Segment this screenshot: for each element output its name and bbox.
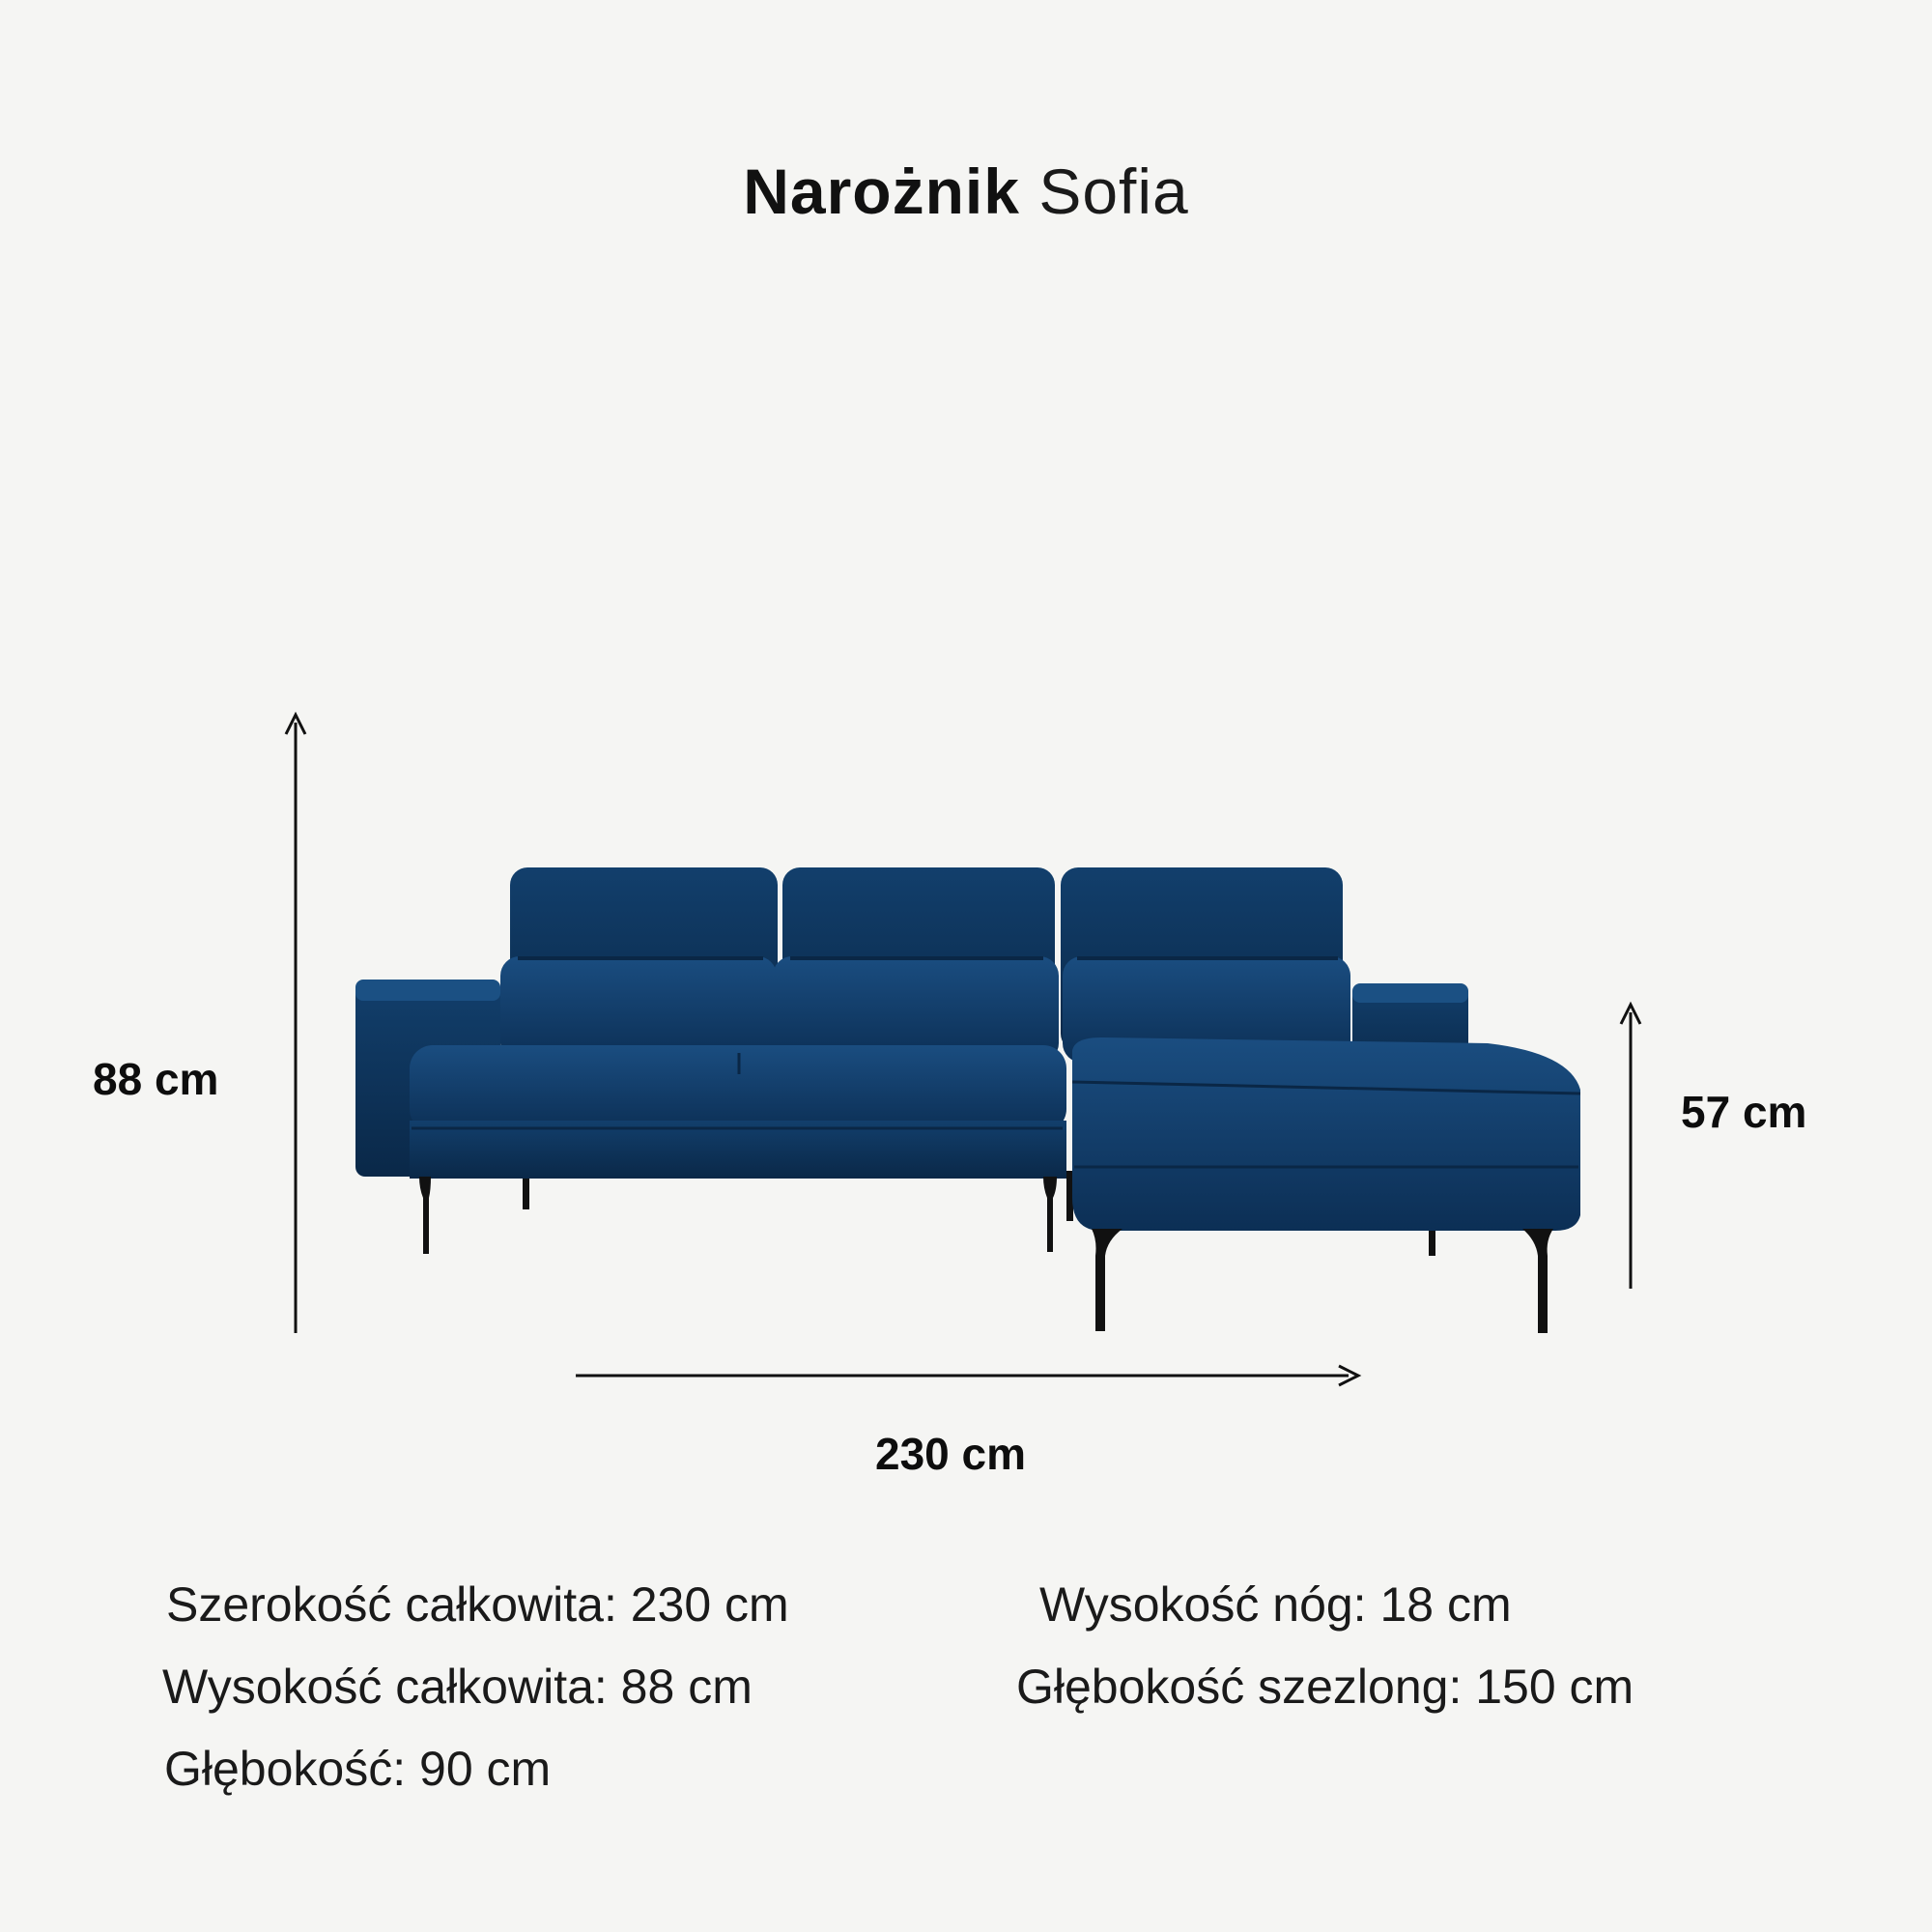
spec-depth: Głębokość: 90 cm — [164, 1742, 552, 1796]
width-arrow — [576, 1366, 1358, 1385]
height-arrow — [286, 715, 305, 1333]
chaise-height-label: 57 cm — [1681, 1087, 1807, 1137]
spec-total-height: Wysokość całkowita: 88 cm — [162, 1660, 753, 1714]
spec-leg-height: Wysokość nóg: 18 cm — [1039, 1577, 1512, 1632]
height-label: 88 cm — [93, 1054, 219, 1104]
title-bold: Narożnik — [743, 156, 1020, 227]
chaise-height-arrow — [1621, 1005, 1640, 1289]
width-label: 230 cm — [875, 1429, 1027, 1479]
spec-total-width: Szerokość całkowita: 230 cm — [166, 1577, 789, 1632]
sofa-illustration — [355, 867, 1580, 1333]
spec-chaise-depth: Głębokość szezlong: 150 cm — [1016, 1660, 1634, 1714]
title-light: Sofia — [1038, 156, 1189, 227]
